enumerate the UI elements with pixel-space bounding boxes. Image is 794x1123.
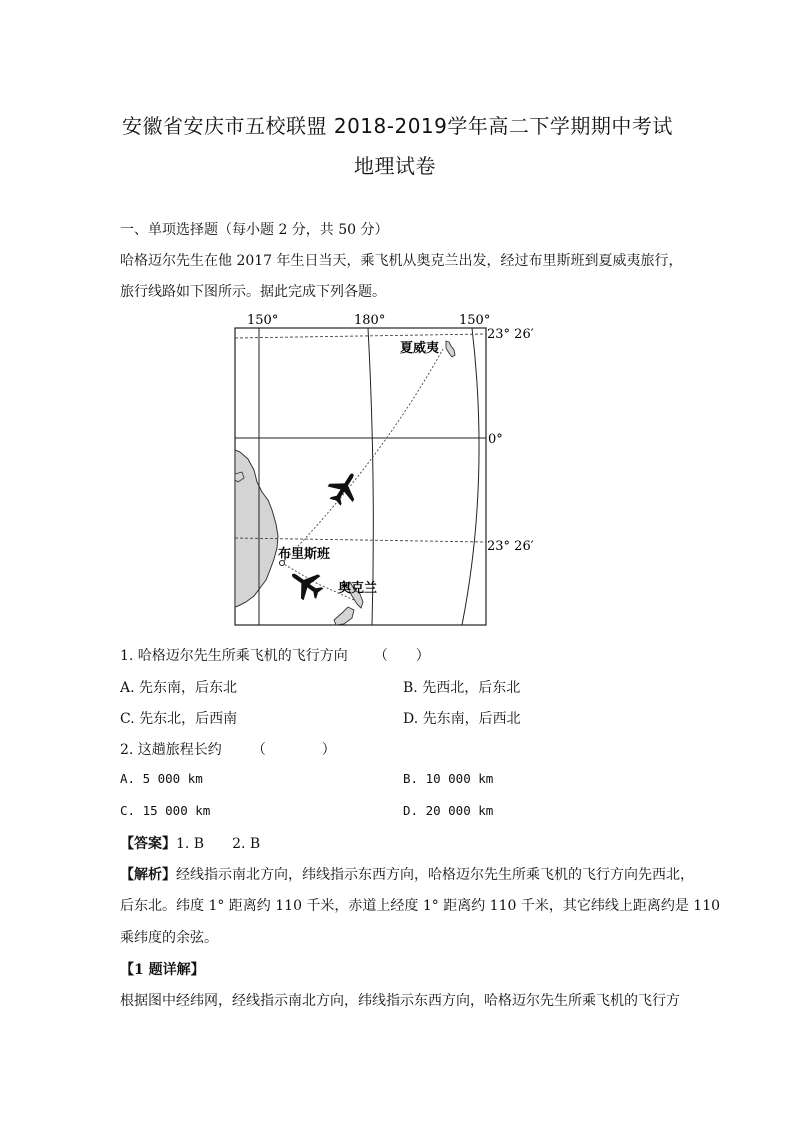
option-1d: D. 先东南，后西北 (403, 711, 521, 727)
page-title: 安徽省安庆市五校联盟 2018-2019学年高二下学期期中考试 (122, 114, 673, 138)
option-2b: B. 10 000 km (403, 771, 494, 786)
answer-line (120, 833, 260, 853)
meridian-150-east-side (462, 328, 479, 625)
question-stem (120, 739, 336, 759)
new-zealand-south-island (334, 607, 354, 625)
auckland-label: 奥克兰 (338, 581, 378, 596)
analysis-line: 后东北。纬度 1° 距离约 110 千米，赤道上经度 1° 距离约 110 千米，其它纬线上距离约是 110 (120, 898, 721, 914)
analysis-text: 经线指示南北方向，纬线指示东西方向，哈格迈尔先生所乘飞机的飞行方向先西北， (176, 867, 694, 883)
latitude-label-tropic-cancer: 23° 26′ (487, 327, 534, 342)
question-2-answer-blank: （ ） (251, 742, 336, 758)
question-2-stem: 2. 这趟旅程长约 (120, 742, 222, 758)
answer-label: 【答案】 (120, 836, 176, 852)
section-heading: 一、单项选择题（每小题 2 分，共 50 分） (120, 222, 389, 238)
detail-line: 根据图中经纬网，经线指示南北方向，纬线指示东西方向，哈格迈尔先生所乘飞机的飞行方 (120, 993, 680, 1009)
intro-line: 哈格迈尔先生在他 2017 年生日当天，乘飞机从奥克兰出发，经过布里斯班到夏威夷旅行， (120, 253, 683, 269)
airplane-icon (284, 562, 328, 605)
longitude-label-180: 180° (354, 313, 386, 328)
latitude-label-equator: 0° (488, 432, 503, 447)
intro-line: 旅行线路如下图所示。据此完成下列各题。 (120, 284, 386, 300)
latitude-label-tropic-capricorn: 23° 26′ (487, 539, 534, 554)
analysis-line (120, 864, 694, 884)
option-2a: A. 5 000 km (120, 771, 203, 786)
tropic-of-cancer-line (235, 334, 486, 338)
question-1-stem: 1. 哈格迈尔先生所乘飞机的飞行方向 (120, 648, 348, 664)
answer-text: 1. B 2. B (176, 836, 261, 852)
hawaii-label: 夏威夷 (400, 341, 440, 356)
option-2c: C. 15 000 km (120, 803, 211, 818)
detail-heading: 【1 题详解】 (120, 962, 205, 978)
question-1-answer-blank: （ ） (373, 648, 430, 664)
option-2d: D. 20 000 km (403, 803, 494, 818)
page-subtitle: 地理试卷 (354, 154, 436, 178)
option-1a: A. 先东南，后东北 (120, 680, 238, 696)
flight-route (282, 349, 443, 600)
route-map (230, 312, 550, 630)
analysis-line: 乘纬度的余弦。 (120, 930, 218, 946)
longitude-label-150-right: 150° (459, 313, 491, 328)
longitude-label-150-left: 150° (247, 313, 279, 328)
option-1c: C. 先东北，后西南 (120, 711, 238, 727)
analysis-label: 【解析】 (120, 867, 176, 883)
brisbane-label: 布里斯班 (278, 547, 331, 562)
option-1b: B. 先西北，后东北 (403, 680, 521, 696)
airplane-icon (323, 466, 366, 510)
question-stem (120, 645, 430, 665)
hawaii-islands (446, 341, 455, 357)
